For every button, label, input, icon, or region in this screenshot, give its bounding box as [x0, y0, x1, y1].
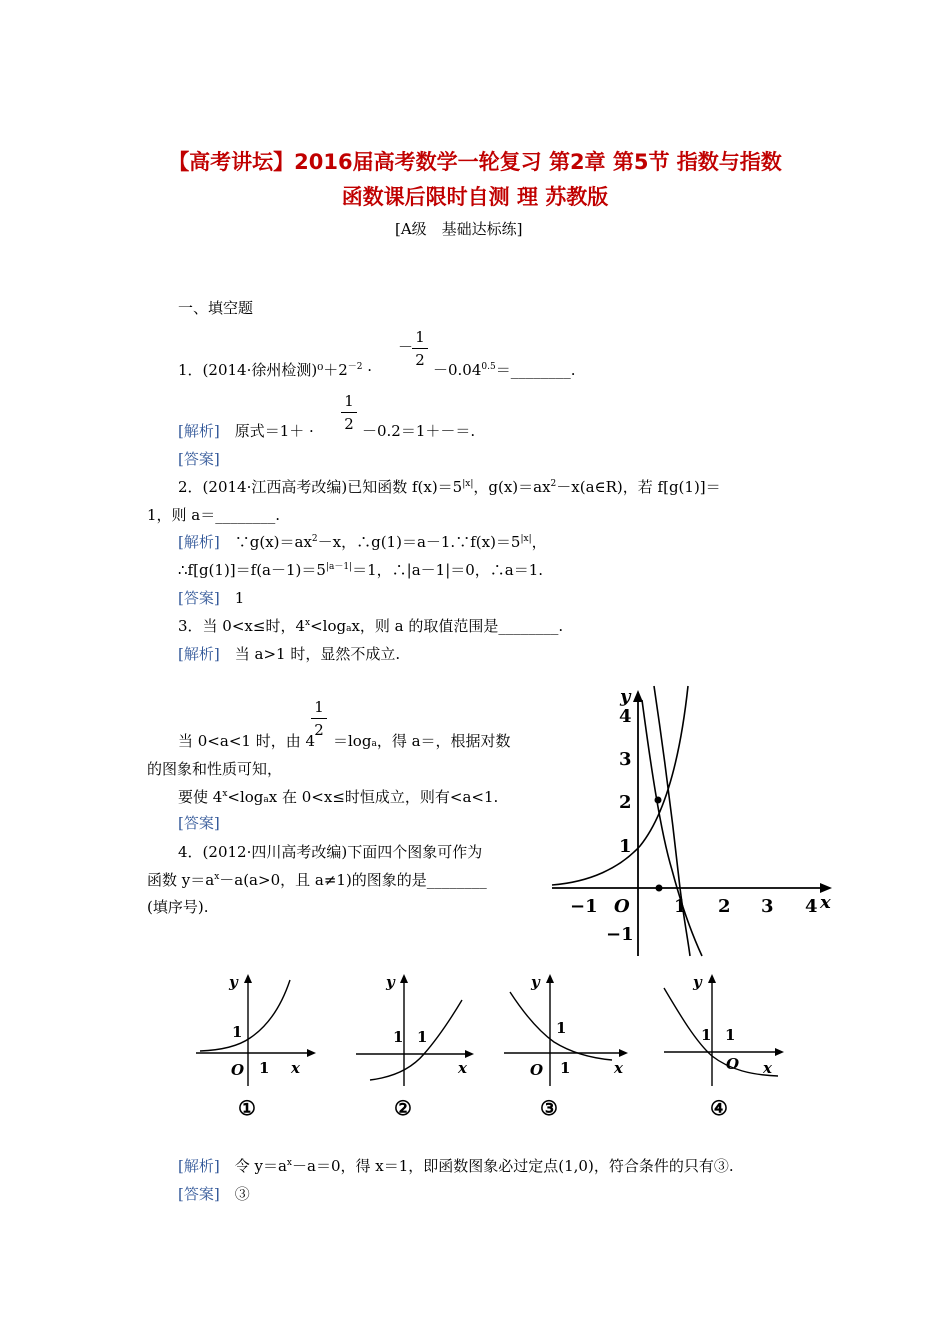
q3-text-a: 3．当 0<x≤时，4 [178, 617, 305, 635]
q4-analysis-a: 令 y＝a [234, 1157, 287, 1175]
q2-analysis-sq: 2 [311, 534, 318, 544]
question-1 [178, 360, 372, 380]
q2-text-b: ，g(x)＝ax [473, 478, 551, 496]
q4-answer [178, 1184, 250, 1204]
section-heading: 一、填空题 [178, 299, 254, 317]
main-y-label: y [620, 686, 631, 707]
question-3 [178, 616, 563, 639]
q2-analysis-c: ， [531, 533, 547, 551]
q1-analysis [178, 421, 314, 441]
graph-2-x1: 1 [417, 1028, 428, 1046]
graph-3 [504, 973, 628, 1120]
doc-title-line1: 【高考讲坛】2016届高考数学一轮复习 第2章 第5节 指数与指数 [168, 150, 782, 174]
graph-1 [196, 973, 316, 1120]
graph-4-x: x [763, 1059, 772, 1077]
graph-3-x: x [614, 1059, 623, 1077]
q2-analysis-a: ∵g(x)＝ax [234, 533, 312, 551]
q3-frac-bar [311, 718, 327, 719]
q3-frac-num: 1 [314, 698, 324, 716]
q1-analysis-tail: －0.2＝1＋－＝. [362, 422, 476, 440]
graph-4-label: ④ [710, 1096, 728, 1120]
main-xtick-2: 2 [718, 896, 731, 917]
q1-tail-exp: 0.5 [481, 362, 496, 372]
graph-1-label: ① [238, 1096, 256, 1120]
graph-3-y1: 1 [556, 1019, 567, 1037]
q1-frac-sign: － [398, 338, 414, 356]
q1-prefix: 1．(2014·徐州检测) [178, 361, 318, 379]
q4-answer-tag: [答案] [178, 1185, 220, 1203]
q4-analysis-b: －a＝0，得 x＝1，即函数图象必过定点(1,0)，符合条件的只有③. [292, 1157, 734, 1175]
q2-analysis-e: ＝1，∴|a－1|＝0，∴a＝1. [352, 561, 544, 579]
q1-analysis-fraction [341, 392, 357, 433]
q2-analysis-abs: |x| [520, 534, 532, 544]
main-x-label: x [820, 892, 831, 913]
q2-sq: 2 [550, 479, 557, 489]
main-axis-point [656, 885, 663, 892]
main-xtick-neg1: −1 [570, 896, 598, 917]
q2-abs-x: |x| [462, 479, 474, 489]
graph-1-y1: 1 [232, 1023, 243, 1041]
question-4-line1: 4．(2012·四川高考改编)下面四个图象可作为 [178, 843, 483, 861]
q3-analysis-line2: 当 0<a<1 时，由 4 [178, 732, 316, 750]
q3-analysis-line4 [178, 787, 498, 810]
q1-frac2-bar [341, 412, 357, 413]
q2-text-c: －x(a∈R)，若 f[g(1)]＝ [556, 478, 721, 496]
question-4-line3: (填序号). [147, 898, 209, 916]
q2-analysis-tag: [解析] [178, 533, 220, 551]
graph-3-o: O [530, 1061, 544, 1079]
graph-4 [664, 973, 784, 1120]
q3-analysis-line2b [333, 731, 511, 754]
q3-analysis-x: x [222, 789, 228, 799]
graph-3-label: ③ [540, 1096, 558, 1120]
q2-analysis-abs-a1: |a－1| [325, 562, 353, 572]
graph-3-x1: 1 [560, 1059, 571, 1077]
main-ytick-2: 2 [619, 792, 632, 813]
q3-analysis-f: x 在 0<x≤时恒成立，则有<a<1. [268, 788, 499, 806]
option-graphs [190, 968, 810, 1120]
graph-1-curve [200, 980, 290, 1051]
graph-4-curve [664, 988, 778, 1076]
q1-frac2-num: 1 [344, 392, 354, 410]
q3-frac-den: 2 [314, 721, 324, 739]
q2-text-a: 2．(2014·江西高考改编)已知函数 f(x)＝5 [178, 478, 463, 496]
main-curve-log [642, 700, 702, 956]
graph-4-y1: 1 [701, 1026, 712, 1044]
q3-analysis-line1 [178, 644, 400, 664]
graph-4-o: O [726, 1055, 740, 1073]
q3-analysis-b: ＝log [333, 732, 372, 750]
q1-answer-tag: [答案] [178, 450, 220, 468]
q4-x: x [214, 872, 220, 882]
main-ytick-1: 1 [619, 836, 632, 857]
q2-answer-value: 1 [234, 589, 245, 607]
q1-exp: －2 [347, 362, 363, 372]
question-4-line2 [147, 870, 487, 890]
graph-2-curve [370, 1000, 462, 1080]
q4-analysis-tag: [解析] [178, 1157, 220, 1175]
q1-frac-den: 2 [415, 351, 425, 369]
graph-4-y: y [693, 973, 702, 991]
graph-1-o: O [231, 1061, 245, 1079]
graph-2-y: y [386, 973, 395, 991]
q1-end: ＝________. [495, 361, 576, 379]
main-xtick-4: 4 [805, 896, 818, 917]
question-2-line1 [178, 477, 721, 497]
graph-1-x1: 1 [259, 1059, 270, 1077]
doc-title-line2: 函数课后限时自测 理 苏教版 [341, 185, 609, 209]
graph-1-x: x [291, 1059, 300, 1077]
q2-answer-tag: [答案] [178, 589, 220, 607]
q4-analysis-x: x [286, 1158, 292, 1168]
main-ytick-neg1: −1 [606, 924, 634, 945]
q3-analysis-a: 当 a>1 时，显然不成立. [234, 645, 401, 663]
q3-text-b: <log [310, 617, 347, 635]
main-graph [548, 682, 840, 960]
q2-answer [178, 588, 244, 608]
q2-analysis-line1 [178, 532, 547, 552]
graph-2-x: x [458, 1059, 467, 1077]
q1-frac-bar [412, 348, 428, 349]
q3-x: x [305, 618, 311, 628]
q2-analysis-b: －x，∴g(1)＝a－1.∵f(x)＝5 [317, 533, 521, 551]
level-heading: [A级 基础达标练] [395, 220, 523, 238]
q1-tail [433, 360, 576, 380]
q1-dot: · [367, 361, 373, 379]
q4-text-b: －a(a>0，且 a≠1)的图象的是________ [219, 871, 487, 889]
main-intersection-point [655, 797, 662, 804]
q2-analysis-d: ∴f[g(1)]＝f(a－1)＝5 [178, 561, 326, 579]
q1-frac2-den: 2 [344, 415, 354, 433]
q3-analysis-line3: 的图象和性质可知， [147, 760, 283, 778]
q3-analysis-sub: a [371, 739, 377, 749]
q4-analysis [178, 1156, 734, 1176]
graph-4-x1: 1 [725, 1026, 736, 1044]
q3-sub-a: a [346, 624, 352, 634]
q4-answer-value: ③ [234, 1185, 250, 1203]
main-ytick-4: 4 [619, 706, 632, 727]
graph-2 [356, 973, 474, 1120]
graph-2-label: ② [394, 1096, 412, 1120]
q1-analysis-text: 原式＝1＋ · [234, 422, 314, 440]
q2-analysis-line2 [178, 560, 543, 580]
q3-analysis-tag: [解析] [178, 645, 220, 663]
q4-text-a: 函数 y＝a [147, 871, 215, 889]
q1-frac-num: 1 [415, 328, 425, 346]
main-xtick-1: 1 [674, 896, 687, 917]
q3-analysis-e: <log [227, 788, 264, 806]
main-origin: O [614, 896, 630, 917]
main-ytick-3: 3 [619, 749, 632, 770]
q3-analysis-c: ，得 a＝，根据对数 [376, 732, 511, 750]
graph-3-y: y [531, 973, 540, 991]
q3-answer-tag: [答案] [178, 814, 220, 832]
q3-analysis-sub2: a [263, 795, 269, 805]
question-2-line2: 1，则 a＝________. [147, 506, 281, 524]
q1-mid: ⁰＋2 [317, 361, 348, 379]
q1-analysis-tag: [解析] [178, 422, 220, 440]
main-xtick-3: 3 [761, 896, 774, 917]
graph-1-y: y [229, 973, 238, 991]
graph-2-y1: 1 [393, 1028, 404, 1046]
q3-text-c: x，则 a 的取值范围是________. [351, 617, 564, 635]
q1-exponent-fraction [398, 328, 428, 369]
q1-tail-text: －0.04 [433, 361, 482, 379]
q3-analysis-d: 要使 4 [178, 788, 223, 806]
